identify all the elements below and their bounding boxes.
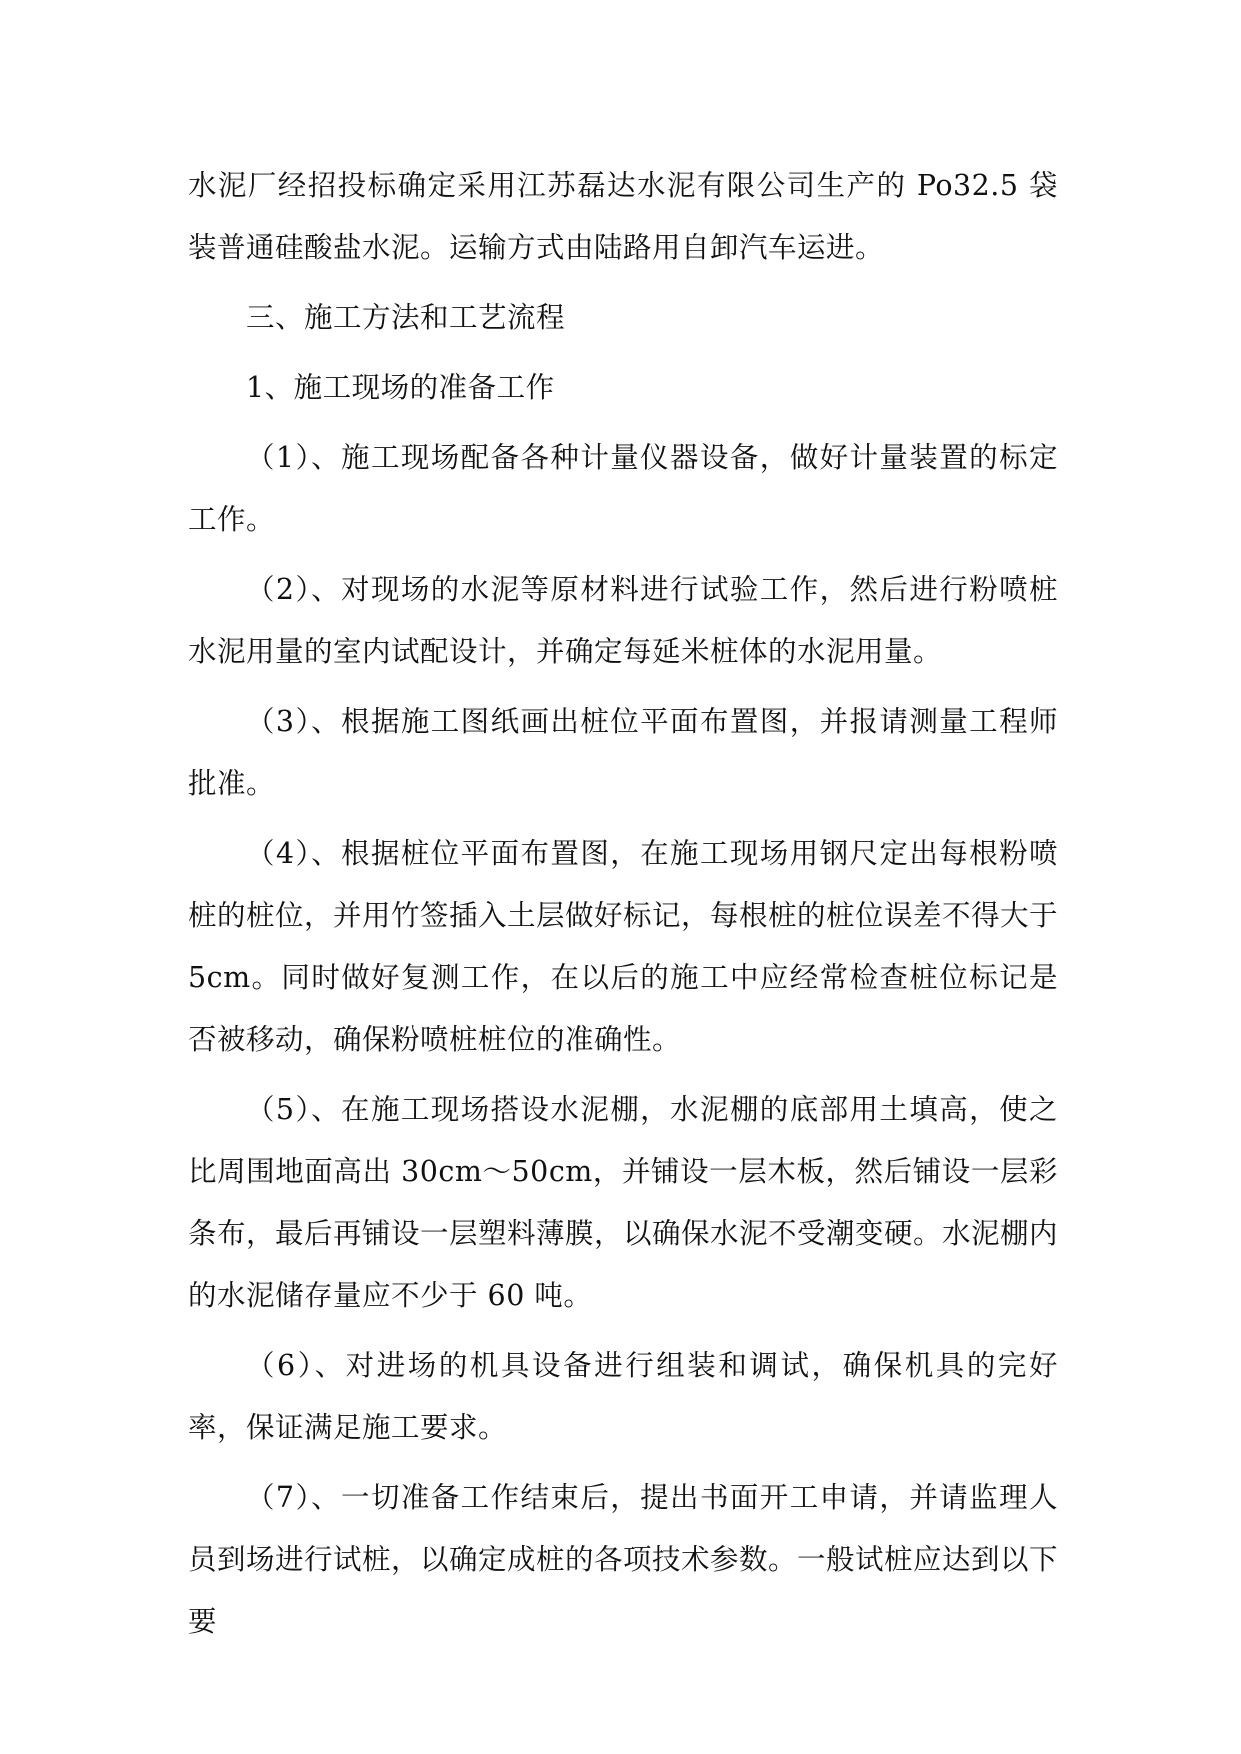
section-heading-construction-methods: 三、施工方法和工艺流程 [246,301,566,334]
paragraph-item-2: （2）、对现场的水泥等原材料进行试验工作，然后进行粉喷桩水泥用量的室内试配设计，并确定每延米桩体的水泥用量。 [188,573,1058,668]
paragraph-item-5: （5）、在施工现场搭设水泥棚，水泥棚的底部用土填高，使之比周围地面高出 30cm～50cm，并铺设一层木板，然后铺设一层彩条布，最后再铺设一层塑料薄膜，以确保水泥不受潮变硬。水泥棚内的水泥储存量应不少于 60 吨。 [188,1093,1059,1312]
paragraph-cement-supply: 水泥厂经招投标确定采用江苏磊达水泥有限公司生产的 Po32.5 袋装普通硅酸盐水泥。运输方式由陆路用自卸汽车运进。 [188,169,1058,264]
paragraph-item-7: （7）、一切准备工作结束后，提出书面开工申请，并请监理人员到场进行试桩，以确定成桩的各项技术参数。一般试桩应达到以下要 [188,1481,1059,1638]
paragraph-item-4: （4）、根据桩位平面布置图，在施工现场用钢尺定出每根粉喷桩的桩位，并用竹签插入土层做好标记，每根桩的桩位误差不得大于 5cm。同时做好复测工作，在以后的施工中应经常检查桩位标记是否被移动，确保粉喷桩桩位的准确性。 [188,837,1059,1056]
subsection-heading-site-preparation: 1、施工现场的准备工作 [246,371,555,404]
paragraph-item-6: （6）、对进场的机具设备进行组装和调试，确保机具的完好率，保证满足施工要求。 [188,1349,1058,1444]
paragraph-item-3: （3）、根据施工图纸画出桩位平面布置图，并报请测量工程师批准。 [188,705,1058,800]
document-body [188,155,1058,1661]
paragraph-item-1: （1）、施工现场配备各种计量仪器设备，做好计量装置的标定工作。 [188,441,1058,536]
